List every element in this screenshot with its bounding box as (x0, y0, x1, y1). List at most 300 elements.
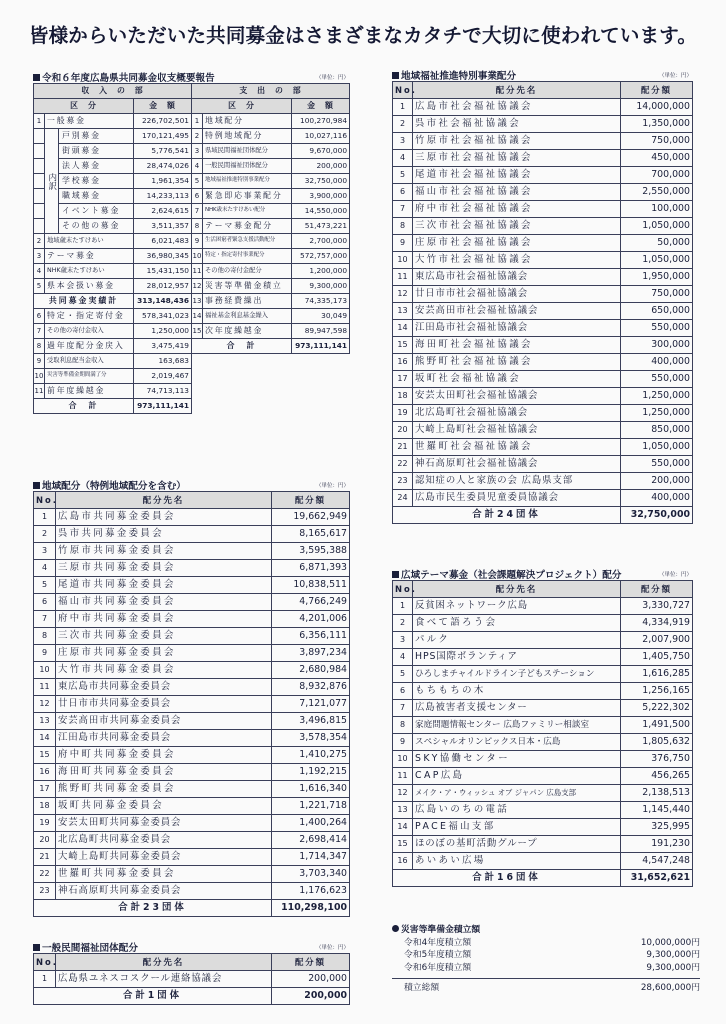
table-row (393, 269, 693, 286)
income-row (34, 384, 192, 399)
income-label: 県本会扱い募金 (45, 279, 134, 294)
unit-label: （単位：円） (658, 73, 692, 79)
allocation-amount: 8,932,876 (272, 679, 350, 696)
income-no: 4 (34, 264, 45, 279)
general-total-amount: 200,000 (272, 988, 350, 1005)
income-amount: 3,475,419 (134, 339, 192, 354)
income-no (34, 159, 45, 174)
row-no: 3 (393, 133, 413, 150)
recipient-name: 認知症の人と家族の会 広島県支部 (413, 473, 621, 490)
table-row (393, 853, 693, 870)
table-row (393, 320, 693, 337)
row-no: 17 (393, 371, 413, 388)
table-row (393, 819, 693, 836)
special-section (392, 68, 692, 524)
recipient-name: 北広島町社会福祉協議会 (413, 405, 621, 422)
allocation-amount: 19,662,949 (272, 509, 350, 526)
expense-row (192, 129, 350, 144)
allocation-amount: 3,595,388 (272, 543, 350, 560)
table-row (393, 751, 693, 768)
allocation-amount: 1,805,632 (621, 734, 693, 751)
income-row (34, 369, 192, 384)
recipient-name: 竹原市社会福祉協議会 (413, 133, 621, 150)
income-row (34, 129, 192, 144)
allocation-amount: 376,750 (621, 751, 693, 768)
row-no: 5 (393, 666, 413, 683)
recipient-name: HPS国際ボランティア (413, 649, 621, 666)
table-row (34, 577, 350, 594)
income-no: 7 (34, 324, 45, 339)
allocation-amount: 850,000 (621, 422, 693, 439)
row-no: 16 (34, 764, 56, 781)
expense-total-amount: 973,111,141 (292, 339, 350, 354)
allocation-amount: 50,000 (621, 235, 693, 252)
expense-row (192, 189, 350, 204)
row-no: 5 (34, 577, 56, 594)
table-row (393, 354, 693, 371)
expense-label: 災害等準備金積立 (203, 279, 292, 294)
table-row (393, 235, 693, 252)
square-bullet-icon (33, 74, 40, 81)
expense-label: 次年度繰越金 (203, 324, 292, 339)
table-row (393, 700, 693, 717)
table-row (393, 405, 693, 422)
allocation-amount: 2,680,984 (272, 662, 350, 679)
row-no: 12 (34, 696, 56, 713)
recipient-name: 広島県ユネスコスクール連絡協議会 (56, 971, 272, 988)
expense-col-amount: 金 額 (292, 99, 350, 114)
expense-col-item: 区 分 (192, 99, 292, 114)
reserve-row (392, 962, 700, 975)
income-no: 5 (34, 279, 45, 294)
theme-table (392, 580, 693, 887)
allocation-amount: 3,330,727 (621, 598, 693, 615)
allocation-amount: 1,616,285 (621, 666, 693, 683)
expense-label: 一般民間福祉団体配分 (203, 159, 292, 174)
reserve-total-amount: 28,600,000円 (640, 983, 700, 993)
table-row (393, 388, 693, 405)
row-no: 13 (393, 303, 413, 320)
expense-row (192, 234, 350, 249)
table-row (393, 286, 693, 303)
table-row (34, 679, 350, 696)
row-no: 23 (34, 883, 56, 900)
allocation-amount: 650,000 (621, 303, 693, 320)
unit-label: （単位：円） (658, 572, 692, 578)
income-row (34, 279, 192, 294)
col-no: No. (393, 82, 413, 99)
table-row (393, 184, 693, 201)
expense-label: 特定・指定寄付事業配分 (203, 249, 292, 264)
expense-row (192, 159, 350, 174)
income-row (34, 339, 192, 354)
income-amount: 74,713,113 (134, 384, 192, 399)
income-no: 6 (34, 309, 45, 324)
recipient-name: 坂町社会福祉協議会 (413, 371, 621, 388)
income-amount: 170,121,495 (134, 129, 192, 144)
row-no: 14 (34, 730, 56, 747)
allocation-amount: 2,007,900 (621, 632, 693, 649)
allocation-amount: 700,000 (621, 167, 693, 184)
expense-label: 緊急即応事業配分 (203, 189, 292, 204)
income-row (34, 249, 192, 264)
income-label: 地域歳末たすけあい (45, 234, 134, 249)
special-heading (392, 68, 692, 81)
circle-bullet-icon (392, 925, 399, 932)
income-amount: 5,776,541 (134, 144, 192, 159)
income-row (34, 309, 192, 324)
row-no: 14 (393, 320, 413, 337)
expense-amount: 89,947,598 (292, 324, 350, 339)
recipient-name: 尾道市社会福祉協議会 (413, 167, 621, 184)
special-heading-text: 地域福祉推進特別事業配分 (401, 71, 517, 82)
row-no: 8 (34, 628, 56, 645)
allocation-amount: 8,165,617 (272, 526, 350, 543)
recipient-name: 大崎上島町共同募金委員会 (56, 849, 272, 866)
recipient-name: 大崎上島町社会福祉協議会 (413, 422, 621, 439)
table-row (393, 218, 693, 235)
uchiwake-label: 内訳 (45, 129, 59, 234)
allocation-amount: 1,250,000 (621, 388, 693, 405)
row-no: 8 (393, 218, 413, 235)
income-amount: 2,019,467 (134, 369, 192, 384)
allocation-amount: 550,000 (621, 371, 693, 388)
allocation-amount: 100,000 (621, 201, 693, 218)
expense-no: 10 (192, 249, 203, 264)
reserve-label: 令和4年度積立額 (404, 937, 472, 948)
expense-no: 7 (192, 204, 203, 219)
regional-heading (33, 478, 349, 491)
recipient-name: 庄原市共同募金委員会 (56, 645, 272, 662)
row-no: 11 (34, 679, 56, 696)
table-row (34, 747, 350, 764)
row-no: 16 (393, 354, 413, 371)
allocation-amount: 14,000,000 (621, 99, 693, 116)
reserve-heading (392, 924, 700, 937)
row-no: 4 (393, 150, 413, 167)
reserve-row (392, 937, 700, 950)
income-label: 特定・指定寄付金 (45, 309, 134, 324)
row-no: 15 (393, 836, 413, 853)
row-no: 3 (393, 632, 413, 649)
allocation-amount: 1,616,340 (272, 781, 350, 798)
regional-heading-text: 地域配分（特例地域配分を含む） (42, 481, 186, 492)
expense-row (192, 309, 350, 324)
row-no: 9 (393, 734, 413, 751)
income-no (34, 219, 45, 234)
allocation-amount: 450,000 (621, 150, 693, 167)
table-row (34, 594, 350, 611)
general-heading-text: 一般民間福祉団体配分 (42, 943, 138, 954)
table-row (34, 645, 350, 662)
allocation-amount: 1,145,440 (621, 802, 693, 819)
table-row (34, 832, 350, 849)
expense-no: 11 (192, 264, 203, 279)
table-row (393, 598, 693, 615)
reserve-total (392, 978, 700, 995)
row-no: 19 (393, 405, 413, 422)
income-amount: 578,341,023 (134, 309, 192, 324)
expense-amount: 100,270,984 (292, 114, 350, 129)
unit-label: （単位：円） (315, 75, 349, 81)
row-no: 4 (393, 649, 413, 666)
recipient-name: 東広島市共同募金委員会 (56, 679, 272, 696)
table-row (34, 730, 350, 747)
reserve-label: 令和6年度積立額 (404, 962, 472, 973)
row-no: 18 (393, 388, 413, 405)
recipient-name: 安芸高田市共同募金委員会 (56, 713, 272, 730)
expense-total-label: 合 計 (192, 339, 292, 354)
recipient-name: 家庭問題情報センター 広島ファミリー相談室 (413, 717, 621, 734)
table-row (393, 99, 693, 116)
expense-no: 3 (192, 144, 203, 159)
expense-row (192, 279, 350, 294)
expense-label: 生活困窮者緊急支援活動配分 (203, 234, 292, 249)
recipient-name: 広島市社会福祉協議会 (413, 99, 621, 116)
col-amount: 配分額 (621, 581, 693, 598)
theme-section (392, 567, 692, 887)
row-no: 19 (34, 815, 56, 832)
unit-label: （単位：円） (315, 483, 349, 489)
income-amount: 1,961,354 (134, 174, 192, 189)
reserve-amount: 9,300,000円 (646, 962, 700, 973)
income-amount: 313,148,436 (134, 294, 192, 309)
income-row (34, 354, 192, 369)
income-total-label: 合 計 (34, 399, 134, 414)
income-label: その他の募金 (59, 219, 134, 234)
table-row (393, 717, 693, 734)
income-no: 2 (34, 234, 45, 249)
recipient-name: 熊野町共同募金委員会 (56, 781, 272, 798)
income-label: 災害等準備金期間満了分 (45, 369, 134, 384)
regional-table (33, 491, 350, 917)
table-row (393, 252, 693, 269)
allocation-amount: 1,950,000 (621, 269, 693, 286)
table-row (393, 371, 693, 388)
income-no (34, 129, 45, 144)
recipient-name: 福山市社会福祉協議会 (413, 184, 621, 201)
recipient-name: 大竹市社会福祉協議会 (413, 252, 621, 269)
expense-label: テーマ募金配分 (203, 219, 292, 234)
general-total-label: 合計1団体 (34, 988, 272, 1005)
recipient-name: 広島市民生委員児童委員協議会 (413, 490, 621, 507)
recipient-name: 安芸太田町社会福祉協議会 (413, 388, 621, 405)
row-no: 2 (34, 526, 56, 543)
income-label: 前年度繰越金 (45, 384, 134, 399)
table-row (34, 815, 350, 832)
table-row (393, 490, 693, 507)
expense-label: 特例地域配分 (203, 129, 292, 144)
income-no (34, 189, 45, 204)
col-no: No. (34, 954, 56, 971)
table-row (34, 611, 350, 628)
expense-no: 1 (192, 114, 203, 129)
table-row (393, 439, 693, 456)
income-no (34, 204, 45, 219)
recipient-name: 庄原市社会福祉協議会 (413, 235, 621, 252)
expense-row (192, 204, 350, 219)
row-no: 10 (393, 252, 413, 269)
income-no (34, 174, 45, 189)
row-no: 2 (393, 116, 413, 133)
row-no: 9 (393, 235, 413, 252)
row-no: 2 (393, 615, 413, 632)
row-no: 23 (393, 473, 413, 490)
table-row (393, 116, 693, 133)
special-total-label: 合計24団体 (393, 507, 621, 524)
income-amount: 15,431,150 (134, 264, 192, 279)
income-table (33, 83, 192, 414)
recipient-name: 福山市共同募金委員会 (56, 594, 272, 611)
allocation-amount: 2,138,513 (621, 785, 693, 802)
expense-amount: 9,300,000 (292, 279, 350, 294)
expense-label: 地域福祉推進特別事業配分 (203, 174, 292, 189)
expense-row (192, 114, 350, 129)
allocation-amount: 5,222,302 (621, 700, 693, 717)
income-no: 11 (34, 384, 45, 399)
income-col-amount: 金 額 (134, 99, 192, 114)
expense-amount: 14,550,000 (292, 204, 350, 219)
expense-amount: 10,027,116 (292, 129, 350, 144)
recipient-name: 呉市共同募金委員会 (56, 526, 272, 543)
theme-total-amount: 31,652,621 (621, 870, 693, 887)
row-no: 13 (393, 802, 413, 819)
table-row (34, 971, 350, 988)
expense-header: 支 出 の 部 (192, 84, 350, 99)
expense-no: 2 (192, 129, 203, 144)
allocation-amount: 1,192,215 (272, 764, 350, 781)
allocation-amount: 2,550,000 (621, 184, 693, 201)
row-no: 9 (34, 645, 56, 662)
income-label: 過年度配分金戻入 (45, 339, 134, 354)
income-label: NHK歳末たすけあい (45, 264, 134, 279)
recipient-name: 食べて語ろう会 (413, 615, 621, 632)
recipient-name: 江田島市共同募金委員会 (56, 730, 272, 747)
income-label: 一般募金 (45, 114, 134, 129)
summary-heading (33, 70, 349, 83)
allocation-amount: 750,000 (621, 133, 693, 150)
income-row (34, 324, 192, 339)
recipient-name: CAP広島 (413, 768, 621, 785)
expense-table (191, 83, 350, 354)
income-no: 1 (34, 114, 45, 129)
expense-no: 13 (192, 294, 203, 309)
recipient-name: 三原市共同募金委員会 (56, 560, 272, 577)
table-row (393, 201, 693, 218)
table-row (393, 734, 693, 751)
square-bullet-icon (33, 944, 40, 951)
expense-label: 県域民間福祉団体配分 (203, 144, 292, 159)
recipient-name: 熊野町社会福祉協議会 (413, 354, 621, 371)
recipient-name: SKY協働センター (413, 751, 621, 768)
expense-row (192, 249, 350, 264)
row-no: 12 (393, 286, 413, 303)
regional-section (33, 478, 349, 917)
allocation-amount: 3,578,354 (272, 730, 350, 747)
row-no: 22 (34, 866, 56, 883)
row-no: 18 (34, 798, 56, 815)
col-name: 配分先名 (56, 492, 272, 509)
expense-no: 15 (192, 324, 203, 339)
allocation-amount: 4,334,919 (621, 615, 693, 632)
table-row (393, 456, 693, 473)
row-no: 6 (393, 184, 413, 201)
income-row (34, 264, 192, 279)
table-row (393, 422, 693, 439)
row-no: 7 (34, 611, 56, 628)
income-amount: 163,683 (134, 354, 192, 369)
table-row (393, 802, 693, 819)
row-no: 10 (34, 662, 56, 679)
income-label: イベント募金 (59, 204, 134, 219)
table-row (393, 768, 693, 785)
table-row (34, 866, 350, 883)
recipient-name: 府中町共同募金委員会 (56, 747, 272, 764)
expense-amount: 572,757,000 (292, 249, 350, 264)
expense-label: 事務経費繰出 (203, 294, 292, 309)
table-row (393, 337, 693, 354)
row-no: 17 (34, 781, 56, 798)
allocation-amount: 6,871,393 (272, 560, 350, 577)
income-no: 10 (34, 369, 45, 384)
recipient-name: 世羅町共同募金委員会 (56, 866, 272, 883)
recipient-name: 尾道市共同募金委員会 (56, 577, 272, 594)
income-row (34, 294, 192, 309)
row-no: 20 (393, 422, 413, 439)
income-amount: 28,012,957 (134, 279, 192, 294)
recipient-name: 反貧困ネットワーク広島 (413, 598, 621, 615)
income-row (34, 114, 192, 129)
row-no: 8 (393, 717, 413, 734)
income-amount: 2,624,615 (134, 204, 192, 219)
general-section (33, 940, 349, 1005)
income-label: 街頭募金 (59, 144, 134, 159)
expense-amount: 30,049 (292, 309, 350, 324)
allocation-amount: 1,050,000 (621, 252, 693, 269)
allocation-amount: 1,221,718 (272, 798, 350, 815)
row-no: 1 (393, 99, 413, 116)
table-row (34, 526, 350, 543)
row-no: 7 (393, 700, 413, 717)
table-row (393, 632, 693, 649)
theme-total-label: 合計16団体 (393, 870, 621, 887)
recipient-name: パルク (413, 632, 621, 649)
income-label: 共同募金実績計 (34, 294, 134, 309)
row-no: 6 (393, 683, 413, 700)
col-no: No. (34, 492, 56, 509)
income-label: 受取利息配当金収入 (45, 354, 134, 369)
row-no: 6 (34, 594, 56, 611)
allocation-amount: 6,356,111 (272, 628, 350, 645)
recipient-name: 広島いのちの電話 (413, 802, 621, 819)
expense-amount: 200,000 (292, 159, 350, 174)
table-row (34, 798, 350, 815)
expense-row (192, 174, 350, 189)
expense-no: 6 (192, 189, 203, 204)
expense-amount: 1,200,000 (292, 264, 350, 279)
reserve-amount: 9,300,000円 (646, 950, 700, 960)
income-no: 9 (34, 354, 45, 369)
regional-total-label: 合計23団体 (34, 900, 272, 917)
expense-label: 福祉基金利息基金繰入 (203, 309, 292, 324)
income-amount: 3,511,357 (134, 219, 192, 234)
allocation-amount: 3,897,234 (272, 645, 350, 662)
row-no: 1 (34, 971, 56, 988)
table-row (393, 133, 693, 150)
general-table (33, 953, 350, 1005)
allocation-amount: 400,000 (621, 490, 693, 507)
table-row (393, 785, 693, 802)
